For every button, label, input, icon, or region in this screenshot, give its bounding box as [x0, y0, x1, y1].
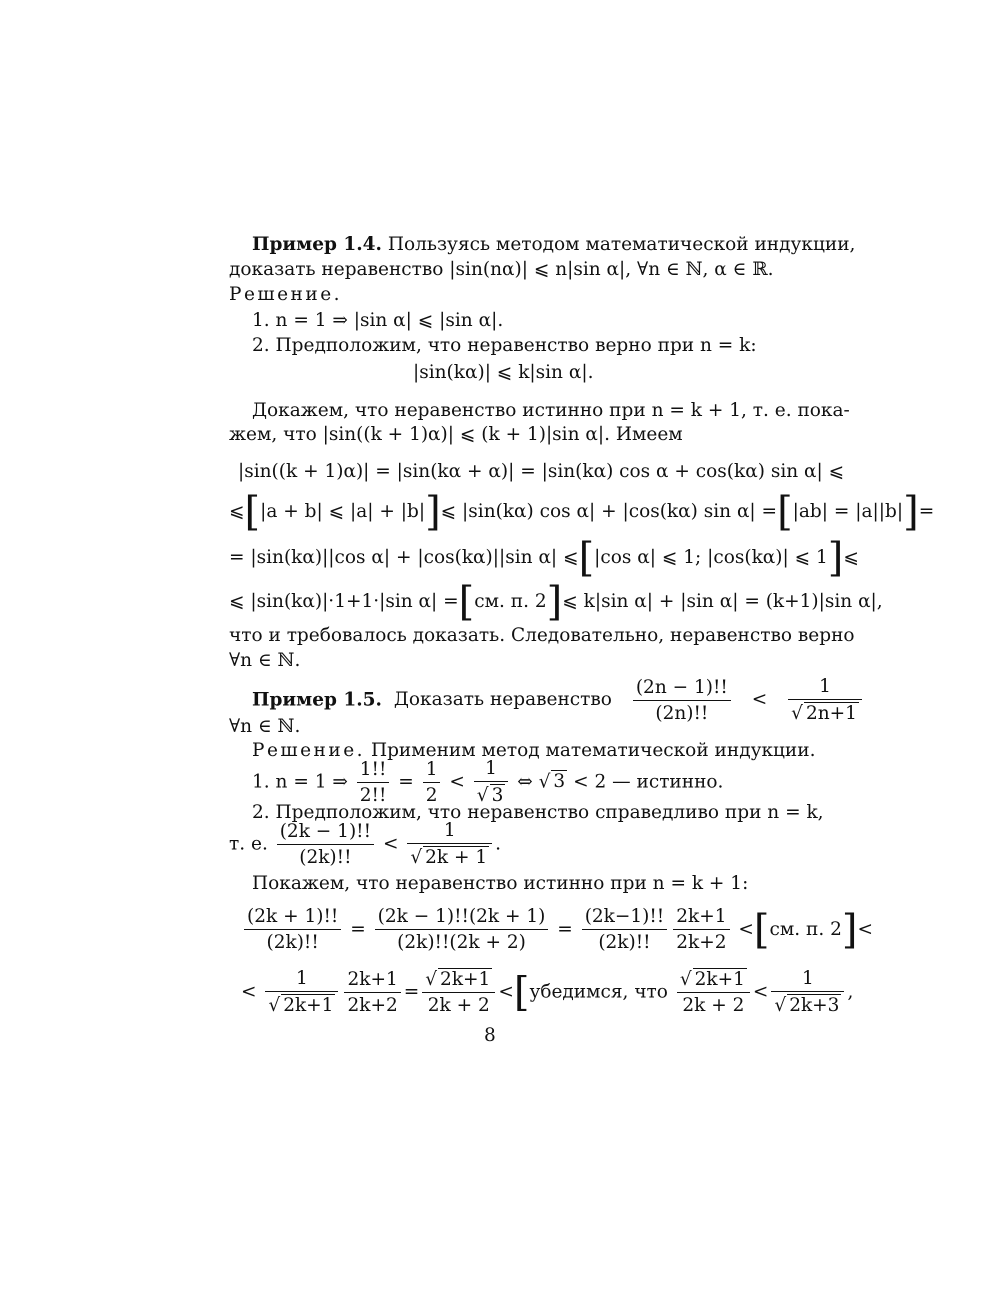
- period: .: [495, 833, 502, 855]
- fraction-numerator: 1!!: [357, 759, 390, 783]
- sqrt-radicand: 3: [491, 785, 504, 807]
- ex15-eq1-ref: см. п. 2: [769, 918, 842, 940]
- fraction-numerator: 1: [771, 968, 844, 992]
- ex15-fraction-left: [633, 677, 731, 725]
- fraction-denominator: (2n)!!: [655, 702, 709, 724]
- less-than-sign: <: [751, 689, 768, 711]
- fraction-numerator: √ 2k+1: [422, 968, 495, 993]
- ex15-solution-label: Решение.: [252, 740, 366, 761]
- ex14-eq3-end: ⩽: [843, 547, 859, 568]
- ex15-eq2-frac-c: [422, 968, 495, 1017]
- ex15-eq2-text: убедимся, что: [529, 981, 668, 1003]
- ex15-step2-frac-b: [407, 820, 492, 869]
- fraction-numerator: (2k − 1)!!(2k + 1): [375, 906, 549, 930]
- ex15-eq1: [241, 906, 873, 954]
- equals-sign: =: [557, 918, 573, 940]
- fraction-denominator: (2k)!!: [266, 932, 319, 954]
- ex15-step2-line: 2. Предположим, что неравенство справедливо при n = k,: [252, 802, 824, 823]
- left-bracket: [: [244, 489, 261, 535]
- ex14-eq4-start: ⩽ |sin(kα)|·1+1·|sin α| =: [229, 591, 459, 612]
- fraction-numerator: (2k−1)!!: [582, 906, 668, 930]
- left-bracket: [: [777, 489, 793, 535]
- ex15-step1-prefix: 1. n = 1 ⇒: [252, 771, 348, 793]
- right-bracket: ]: [827, 535, 844, 581]
- less-than-sign: <: [382, 833, 399, 855]
- fraction-numerator: √ 2k+1: [677, 968, 750, 993]
- fraction-numerator: 1: [474, 758, 509, 782]
- sqrt-radicand: 3: [553, 771, 566, 793]
- sqrt-radicand: 2k+3: [789, 995, 840, 1017]
- ex15-step2-te: т. е.: [229, 833, 268, 855]
- ex14-eq4-ref: см. п. 2: [474, 591, 547, 612]
- ex15-eq1-frac-a: [244, 906, 341, 954]
- fraction-numerator: 2k+1: [673, 906, 729, 930]
- ex15-eq1-frac-d: [673, 906, 729, 954]
- equals-sign: =: [350, 918, 366, 940]
- ex15-step1-tail: < 2 — истинно.: [573, 771, 724, 793]
- ex15-step2-formula: [229, 820, 501, 869]
- ex14-eq4-end: ⩽ k|sin α| + |sin α| = (k+1)|sin α|,: [562, 591, 883, 612]
- ex15-eq2-frac-b: [344, 969, 400, 1017]
- fraction-denominator: 2k + 2: [682, 995, 745, 1017]
- fraction-numerator: (2k − 1)!!: [277, 821, 374, 845]
- ex14-eq3-start: = |sin(kα)||cos α| + |cos(kα)||sin α| ⩽: [229, 547, 579, 568]
- ex14-eq3-rule: |cos α| ⩽ 1; |cos(kα)| ⩽ 1: [594, 547, 828, 568]
- ex14-eq2-rule1: |a + b| ⩽ |a| + |b|: [260, 501, 426, 522]
- right-bracket: ]: [903, 489, 919, 535]
- fraction-denominator: (2k)!!: [598, 932, 651, 954]
- fraction-numerator: (2k + 1)!!: [244, 906, 341, 930]
- right-bracket: ]: [425, 489, 441, 535]
- ex15-eq1-frac-c: [582, 906, 668, 954]
- ex14-eq3: [229, 535, 859, 581]
- less-than-sign: <: [449, 771, 465, 793]
- ex15-step1-frac-b: [423, 759, 441, 807]
- ex14-eq2-leq: ⩽: [229, 501, 245, 522]
- fraction-denominator: √ 2k+1: [268, 995, 334, 1017]
- ex14-statement: доказать неравенство |sin(nα)| ⩽ n|sin α|, ∀n ∈ ℕ, α ∈ ℝ.: [229, 259, 774, 280]
- less-than-sign: <: [738, 918, 754, 940]
- comma: ,: [847, 981, 854, 1003]
- ex14-hypothesis: |sin(kα)| ⩽ k|sin α|.: [413, 362, 594, 383]
- fraction-denominator: 2k+2: [347, 994, 398, 1016]
- ex14-intro: Пользуясь методом математической индукции,: [387, 234, 856, 255]
- sqrt-radicand: 2k+1: [440, 969, 491, 990]
- left-bracket: [: [578, 535, 595, 581]
- ex14-eq2: [229, 489, 935, 535]
- ex14-eq4: [229, 579, 883, 625]
- fraction-denominator: 2k+2: [676, 932, 727, 954]
- ex14-prove-line1: Докажем, что неравенство истинно при n = k + 1, т. е. пока-: [252, 400, 850, 421]
- left-bracket: [: [753, 906, 770, 953]
- ex15-eq2: [241, 968, 853, 1017]
- ex15-fraction-right: [788, 676, 862, 725]
- left-bracket: [: [513, 969, 530, 1016]
- fraction-numerator: 1: [423, 759, 441, 783]
- ex15-forall: ∀n ∈ ℕ.: [229, 716, 301, 737]
- left-bracket: [: [458, 579, 475, 625]
- ex14-eq2-rule2: |ab| = |a||b|: [792, 501, 904, 522]
- ex15-step1-frac-c: [474, 758, 509, 807]
- ex15-step1: [252, 758, 723, 807]
- page-number: 8: [484, 1025, 496, 1046]
- fraction-denominator: 2: [425, 784, 438, 806]
- sqrt-radicand: 2k + 1: [425, 847, 488, 869]
- ex14-title: Пример 1.4.: [252, 234, 382, 255]
- ex14-conclusion-line2: ∀n ∈ ℕ.: [229, 650, 301, 671]
- equals-sign: =: [398, 771, 414, 793]
- fraction-denominator: 2!!: [359, 784, 387, 806]
- fraction-denominator: √ 2k+3: [774, 995, 840, 1017]
- equals-sign: =: [403, 981, 420, 1003]
- fraction-denominator: (2k)!!: [299, 846, 352, 868]
- fraction-denominator: 2k + 2: [427, 995, 490, 1017]
- fraction-denominator: (2k)!!(2k + 2): [397, 932, 526, 954]
- less-than-sign: <: [857, 918, 874, 940]
- sqrt-radicand: 2k+1: [283, 995, 334, 1017]
- ex15-step1-frac-a: [357, 759, 390, 807]
- fraction-denominator: √ 3: [476, 785, 504, 807]
- fraction-numerator: 1: [407, 820, 492, 844]
- ex15-eq2-frac-a: [265, 968, 338, 1017]
- less-than-sign: <: [498, 981, 514, 1003]
- fraction-numerator: 1: [265, 968, 338, 992]
- ex14-eq2-mid: ⩽ |sin(kα) cos α| + |cos(kα) sin α| =: [440, 501, 778, 522]
- fraction-denominator: √ 2n+1: [791, 703, 857, 725]
- right-bracket: ]: [841, 906, 858, 953]
- ex14-step2: 2. Предположим, что неравенство верно при n = k:: [252, 335, 757, 356]
- ex14-step1: 1. n = 1 ⇒ |sin α| ⩽ |sin α|.: [252, 310, 504, 331]
- ex15-step1-iff: ⇔ √: [517, 771, 551, 793]
- ex14-prove-line2: жем, что |sin((k + 1)α)| ⩽ (k + 1)|sin α|. Имеем: [229, 424, 683, 445]
- ex15-show-line: Покажем, что неравенство истинно при n = k + 1:: [252, 873, 749, 894]
- ex15-intro: Доказать неравенство: [393, 689, 612, 711]
- ex14-conclusion-line1: что и требовалось доказать. Следовательно, неравенство верно: [229, 625, 855, 646]
- ex15-step2-frac-a: [277, 821, 374, 869]
- less-than-sign: <: [241, 981, 257, 1003]
- ex15-solution-text: Применим метод математической индукции.: [370, 740, 816, 761]
- ex14-eq1: |sin((k + 1)α)| = |sin(kα + α)| = |sin(kα) cos α + cos(kα) sin α| ⩽: [238, 461, 845, 482]
- ex15-eq2-frac-d: [677, 968, 750, 1017]
- right-bracket: ]: [546, 579, 563, 625]
- less-than-sign: <: [752, 981, 769, 1003]
- ex15-eq1-frac-b: [375, 906, 549, 954]
- ex15-title: Пример 1.5.: [252, 689, 382, 711]
- fraction-numerator: 2k+1: [344, 969, 400, 993]
- sqrt-radicand: 2n+1: [805, 703, 857, 725]
- ex14-solution-label: Решение.: [229, 284, 343, 305]
- fraction-numerator: (2n − 1)!!: [633, 677, 731, 701]
- ex15-eq2-frac-e: [771, 968, 844, 1017]
- fraction-numerator: 1: [788, 676, 862, 700]
- ex14-eq2-end: =: [918, 501, 935, 522]
- ex14-line1: [252, 234, 855, 255]
- fraction-denominator: √ 2k + 1: [410, 847, 488, 869]
- ex15-line1: [252, 676, 865, 725]
- sqrt-radicand: 2k+1: [694, 969, 745, 990]
